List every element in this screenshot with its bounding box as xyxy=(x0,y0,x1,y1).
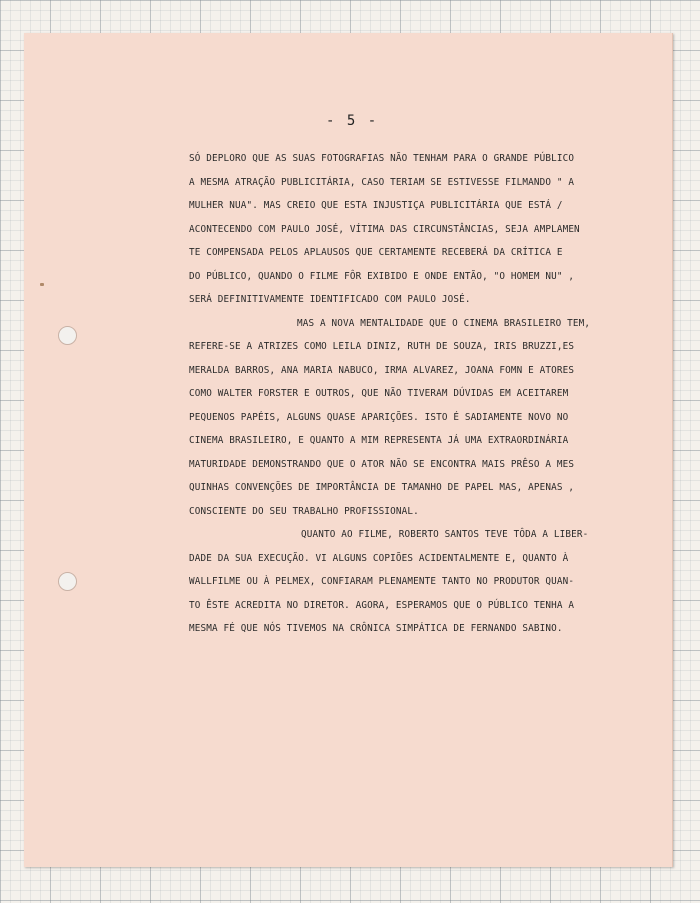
text-line: QUANTO AO FILME, ROBERTO SANTOS TEVE TÔDA A LIBER- xyxy=(301,529,589,540)
text-line: MULHER NUA". MAS CREIO QUE ESTA INJUSTIÇA PUBLICITÁRIA QUE ESTÁ / xyxy=(189,200,563,211)
typed-page xyxy=(24,33,673,867)
text-line: SERÁ DEFINITIVAMENTE IDENTIFICADO COM PAULO JOSÉ. xyxy=(189,294,471,305)
text-line: MATURIDADE DEMONSTRANDO QUE O ATOR NÃO SE ENCONTRA MAIS PRÊSO A MES xyxy=(189,458,575,470)
punch-hole-lower xyxy=(58,572,77,591)
text-line: SÓ DEPLORO QUE AS SUAS FOTOGRAFIAS NÃO TENHAM PARA O GRANDE PÚBLICO xyxy=(189,153,575,164)
text-line: REFERE-SE A ATRIZES COMO LEILA DINIZ, RUTH DE SOUZA, IRIS BRUZZI,ES xyxy=(189,341,575,352)
text-line: PEQUENOS PAPÉIS, ALGUNS QUASE APARIÇÕES. ISTO É SADIAMENTE NOVO NO xyxy=(189,411,569,423)
paper-speck xyxy=(40,283,44,286)
text-line: TO ÊSTE ACREDITA NO DIRETOR. AGORA, ESPERAMOS QUE O PÚBLICO TENHA A xyxy=(189,599,575,611)
text-line: DADE DA SUA EXECUÇÃO. VI ALGUNS COPIÕES ACIDENTALMENTE E, QUANTO À xyxy=(189,552,569,564)
text-line: QUINHAS CONVENÇÕES DE IMPORTÂNCIA DE TAMANHO DE PAPEL MAS, APENAS , xyxy=(189,482,575,493)
text-line: MERALDA BARROS, ANA MARIA NABUCO, IRMA ALVAREZ, JOANA FOMN E ATORES xyxy=(189,364,575,376)
text-line: MAS A NOVA MENTALIDADE QUE O CINEMA BRASILEIRO TEM, xyxy=(297,317,591,329)
page-number: - 5 - xyxy=(326,113,379,129)
punch-hole-upper xyxy=(58,326,77,345)
text-line: A MESMA ATRAÇÃO PUBLICITÁRIA, CASO TERIAM SE ESTIVESSE FILMANDO " A xyxy=(189,176,575,188)
text-line: WALLFILME OU À PELMEX, CONFIARAM PLENAMENTE TANTO NO PRODUTOR QUAN- xyxy=(189,576,575,587)
text-line: CONSCIENTE DO SEU TRABALHO PROFISSIONAL. xyxy=(189,505,419,517)
text-line: ACONTECENDO COM PAULO JOSÉ, VÍTIMA DAS CIRCUNSTÂNCIAS, SEJA AMPLAMEN xyxy=(189,223,580,235)
typed-text-body xyxy=(189,147,639,641)
text-line: MESMA FÉ QUE NÓS TIVEMOS NA CRÔNICA SIMPÁTICA DE FERNANDO SABINO. xyxy=(189,623,563,634)
text-line: TE COMPENSADA PELOS APLAUSOS QUE CERTAMENTE RECEBERÁ DA CRÍTICA E xyxy=(189,247,563,258)
text-line: COMO WALTER FORSTER E OUTROS, QUE NÃO TIVERAM DÚVIDAS EM ACEITAREM xyxy=(189,388,569,399)
text-line: DO PÚBLICO, QUANDO O FILME FÔR EXIBIDO E ONDE ENTÃO, "O HOMEM NU" , xyxy=(189,270,575,282)
text-line: CINEMA BRASILEIRO, E QUANTO A MIM REPRESENTA JÁ UMA EXTRAORDINÁRIA xyxy=(189,435,569,446)
